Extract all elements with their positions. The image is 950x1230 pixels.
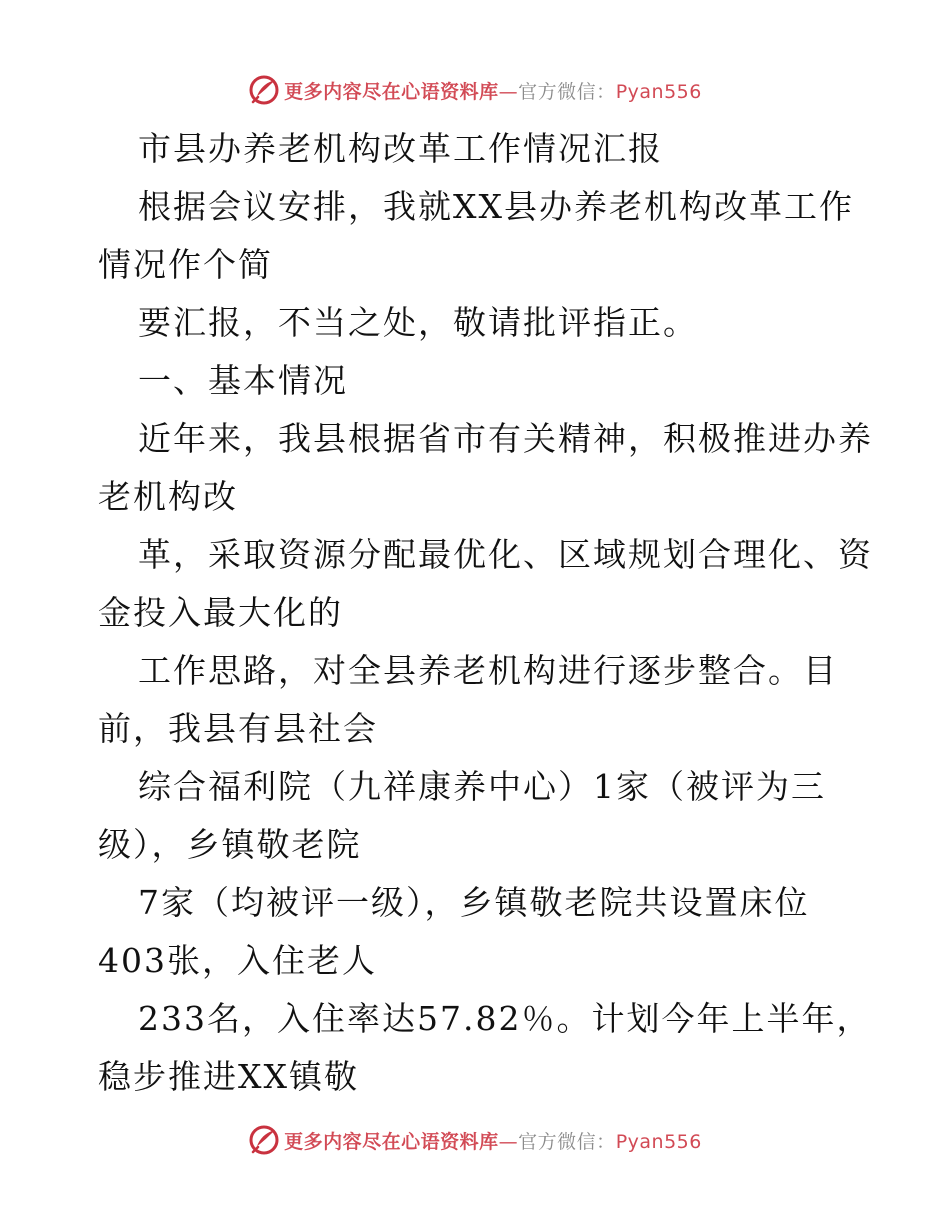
text-line: 革，采取资源分配最优化、区域规划合理化、资 [138,535,873,574]
feather-logo-icon [248,74,280,106]
text-line: 工作思路，对全县养老机构进行逐步整合。目 [138,651,838,690]
banner-main-text: 更多内容尽在心语资料库 [284,1130,499,1153]
document-body [98,120,873,1106]
text-line: 老机构改 [98,477,238,516]
banner-text [284,77,702,104]
document-title: 市县办养老机构改革工作情况汇报 [138,129,663,168]
text-line: 403张，入住老人 [98,941,377,980]
text-line: 金投入最大化的 [98,593,343,632]
banner-sub-text: 官方微信： [518,1130,616,1153]
banner-main-text: 更多内容尽在心语资料库 [284,80,499,103]
banner-dash: — [498,1130,519,1153]
banner-text [284,1127,702,1154]
banner-dash: — [498,80,519,103]
text-line: 综合福利院（九祥康养中心）1家（被评为三 [138,767,826,806]
text-line: 根据会议安排，我就XX县办养老机构改革工作 [138,187,854,226]
section-heading: 一、基本情况 [138,361,348,400]
text-line: 情况作个简 [98,245,273,284]
banner-wechat-id: Pyan556 [615,1130,702,1153]
header-banner [0,70,950,110]
footer-banner [0,1120,950,1160]
text-line: 要汇报，不当之处，敬请批评指正。 [138,303,698,342]
text-line: 稳步推进XX镇敬 [98,1057,359,1096]
text-line: 7家（均被评一级），乡镇敬老院共设置床位 [138,883,810,922]
text-line: 前，我县有县社会 [98,709,378,748]
text-line: 233名，入住率达57.82％。计划今年上半年， [138,999,872,1038]
banner-sub-text: 官方微信： [518,80,616,103]
text-line: 级），乡镇敬老院 [98,825,362,864]
banner-wechat-id: Pyan556 [615,80,702,103]
feather-logo-icon [248,1124,280,1156]
text-line: 近年来，我县根据省市有关精神，积极推进办养 [138,419,873,458]
